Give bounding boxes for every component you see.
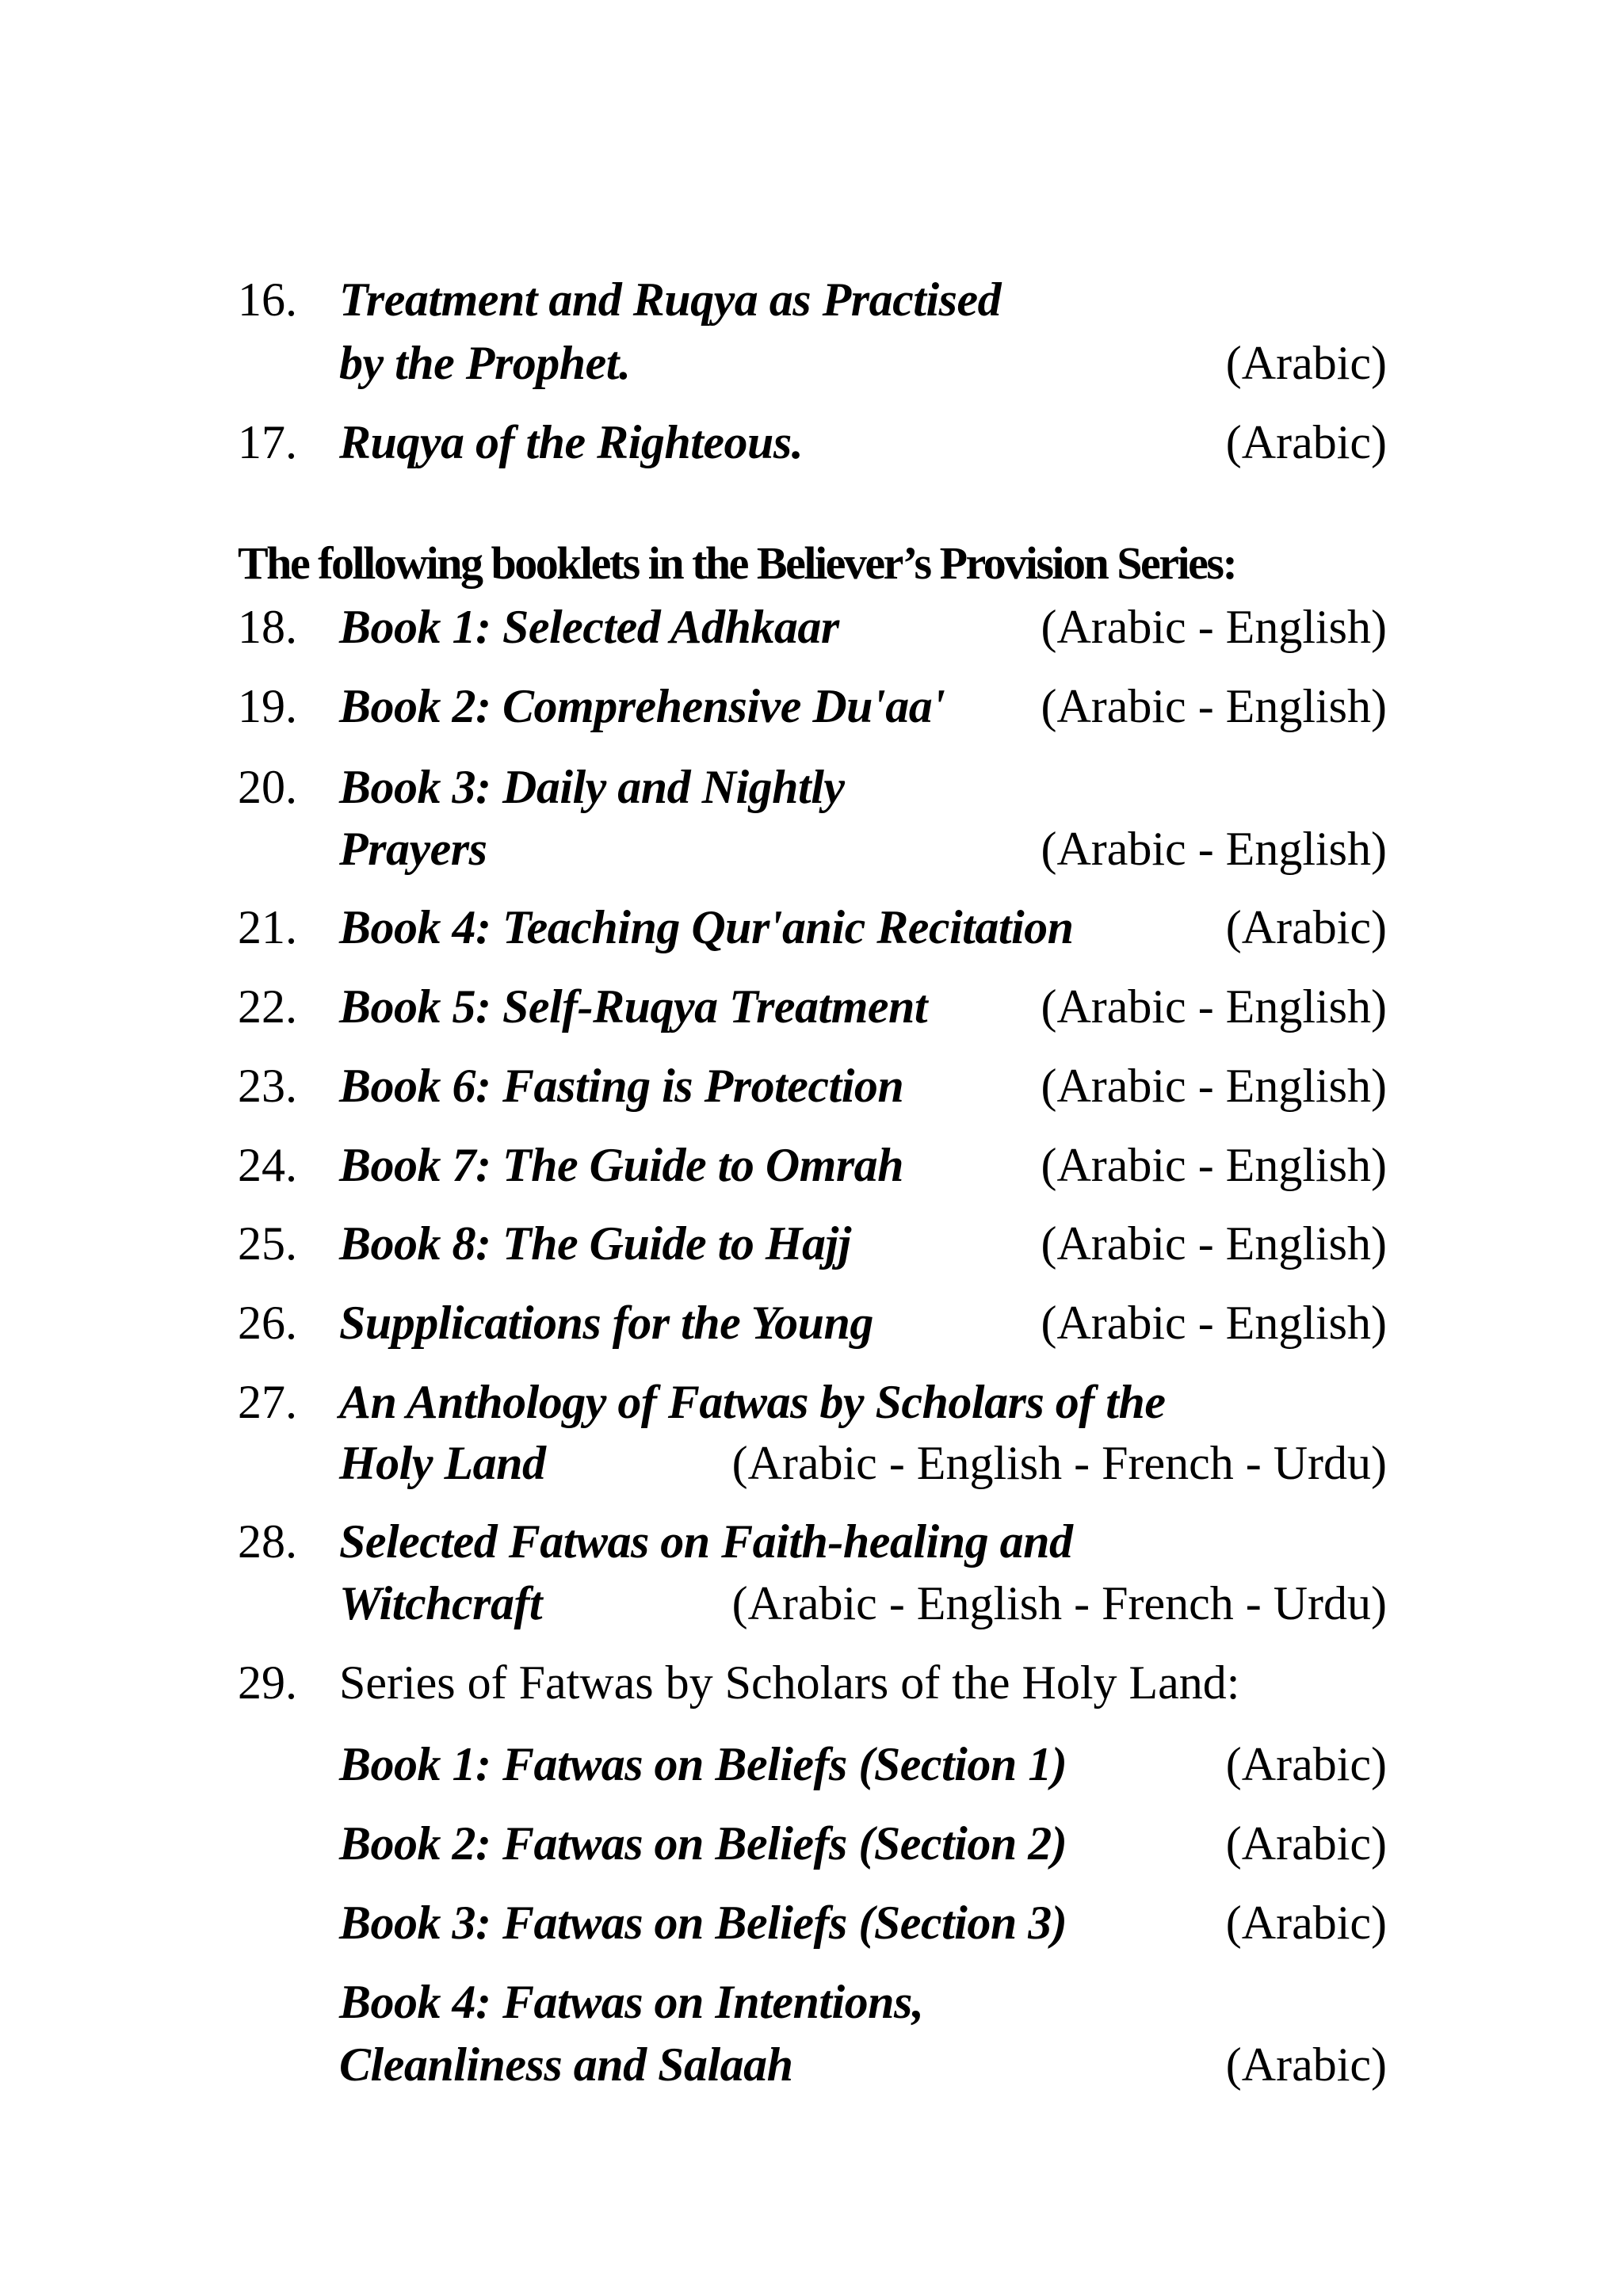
list-item-28-cont — [238, 1572, 1387, 1635]
item-language: (Arabic) — [1225, 416, 1387, 468]
item-language: (Arabic) — [1225, 901, 1387, 953]
item-title: Book 3: Fatwas on Beliefs (Section 3) — [339, 1897, 1067, 1949]
item-title-line2: by the Prophet. — [339, 337, 631, 389]
fatwa-book-2 — [238, 1812, 1387, 1875]
list-item-18 — [238, 595, 1387, 659]
list-item-22 — [238, 975, 1387, 1038]
list-item-20-cont — [238, 817, 1387, 881]
item-title: Supplications for the Young — [339, 1297, 873, 1349]
item-language: (Arabic - English) — [1041, 1297, 1387, 1349]
item-number: 25. — [238, 1217, 297, 1270]
list-item-19 — [238, 674, 1387, 738]
item-title: Ruqya of the Righteous. — [339, 416, 804, 468]
item-title: Book 2: Fatwas on Beliefs (Section 2) — [339, 1817, 1067, 1870]
list-item-28 — [238, 1510, 1387, 1573]
item-title-line2: Holy Land — [339, 1437, 546, 1489]
list-item-27 — [238, 1370, 1387, 1434]
item-title: Book 2: Comprehensive Du'aa' — [339, 680, 945, 732]
list-item-16 — [238, 268, 1387, 331]
fatwa-book-4 — [238, 1970, 1387, 2034]
item-number: 24. — [238, 1139, 297, 1191]
item-title: Book 8: The Guide to Hajj — [339, 1217, 851, 1270]
item-language: (Arabic - English) — [1041, 980, 1387, 1033]
list-item-26 — [238, 1291, 1387, 1354]
item-title: Book 1: Selected Adhkaar — [339, 601, 839, 653]
list-item-25 — [238, 1212, 1387, 1275]
item-language: (Arabic - English) — [1041, 1217, 1387, 1270]
item-title-line1: Selected Fatwas on Faith-healing and — [339, 1515, 1073, 1568]
list-item-24 — [238, 1133, 1387, 1197]
list-item-29 — [238, 1651, 1387, 1714]
item-title: Book 5: Self-Ruqya Treatment — [339, 980, 928, 1033]
fatwa-series-heading: Series of Fatwas by Scholars of the Holy Land: — [339, 1656, 1240, 1709]
item-number: 18. — [238, 601, 297, 653]
item-language: (Arabic) — [1225, 337, 1387, 389]
item-language: (Arabic - English) — [1041, 680, 1387, 732]
list-item-16-cont — [238, 331, 1387, 395]
fatwa-book-4-cont — [238, 2033, 1387, 2096]
item-language: (Arabic) — [1225, 2038, 1387, 2091]
item-number: 16. — [238, 273, 297, 326]
item-language: (Arabic - English) — [1041, 601, 1387, 653]
item-language: (Arabic) — [1225, 1817, 1387, 1870]
fatwa-book-3 — [238, 1891, 1387, 1954]
item-title: Book 4: Teaching Qur'anic Recitation — [339, 901, 1074, 953]
item-language: (Arabic) — [1225, 1897, 1387, 1949]
item-number: 22. — [238, 980, 297, 1033]
item-number: 27. — [238, 1376, 297, 1428]
item-number: 29. — [238, 1656, 297, 1709]
list-item-20 — [238, 755, 1387, 819]
item-title-line1: Treatment and Ruqya as Practised — [339, 273, 1002, 326]
list-item-21 — [238, 896, 1387, 959]
item-number: 19. — [238, 680, 297, 732]
item-language: (Arabic - English - French - Urdu) — [731, 1577, 1387, 1629]
item-title: Book 1: Fatwas on Beliefs (Section 1) — [339, 1738, 1067, 1790]
item-language: (Arabic - English - French - Urdu) — [731, 1437, 1387, 1489]
list-item-23 — [238, 1054, 1387, 1117]
item-title-line1: Book 4: Fatwas on Intentions, — [339, 1976, 924, 2028]
item-language: (Arabic - English) — [1041, 823, 1387, 875]
item-language: (Arabic) — [1225, 1738, 1387, 1790]
item-title-line2: Prayers — [339, 823, 487, 875]
item-language: (Arabic - English) — [1041, 1060, 1387, 1112]
item-title-line2: Witchcraft — [339, 1577, 543, 1629]
item-number: 28. — [238, 1515, 297, 1568]
item-number: 17. — [238, 416, 297, 468]
list-item-27-cont — [238, 1431, 1387, 1495]
fatwa-book-1 — [238, 1733, 1387, 1796]
item-title-line2: Cleanliness and Salaah — [339, 2038, 793, 2091]
item-title: Book 7: The Guide to Omrah — [339, 1139, 904, 1191]
item-number: 23. — [238, 1060, 297, 1112]
item-number: 26. — [238, 1297, 297, 1349]
item-title: Book 6: Fasting is Protection — [339, 1060, 904, 1112]
item-language: (Arabic - English) — [1041, 1139, 1387, 1191]
item-title-line1: Book 3: Daily and Nightly — [339, 761, 845, 813]
list-item-17 — [238, 411, 1387, 474]
item-number: 20. — [238, 761, 297, 813]
item-title-line1: An Anthology of Fatwas by Scholars of the — [339, 1376, 1166, 1428]
series-heading: The following booklets in the Believer’s Provision Series: — [238, 537, 1236, 589]
item-number: 21. — [238, 901, 297, 953]
